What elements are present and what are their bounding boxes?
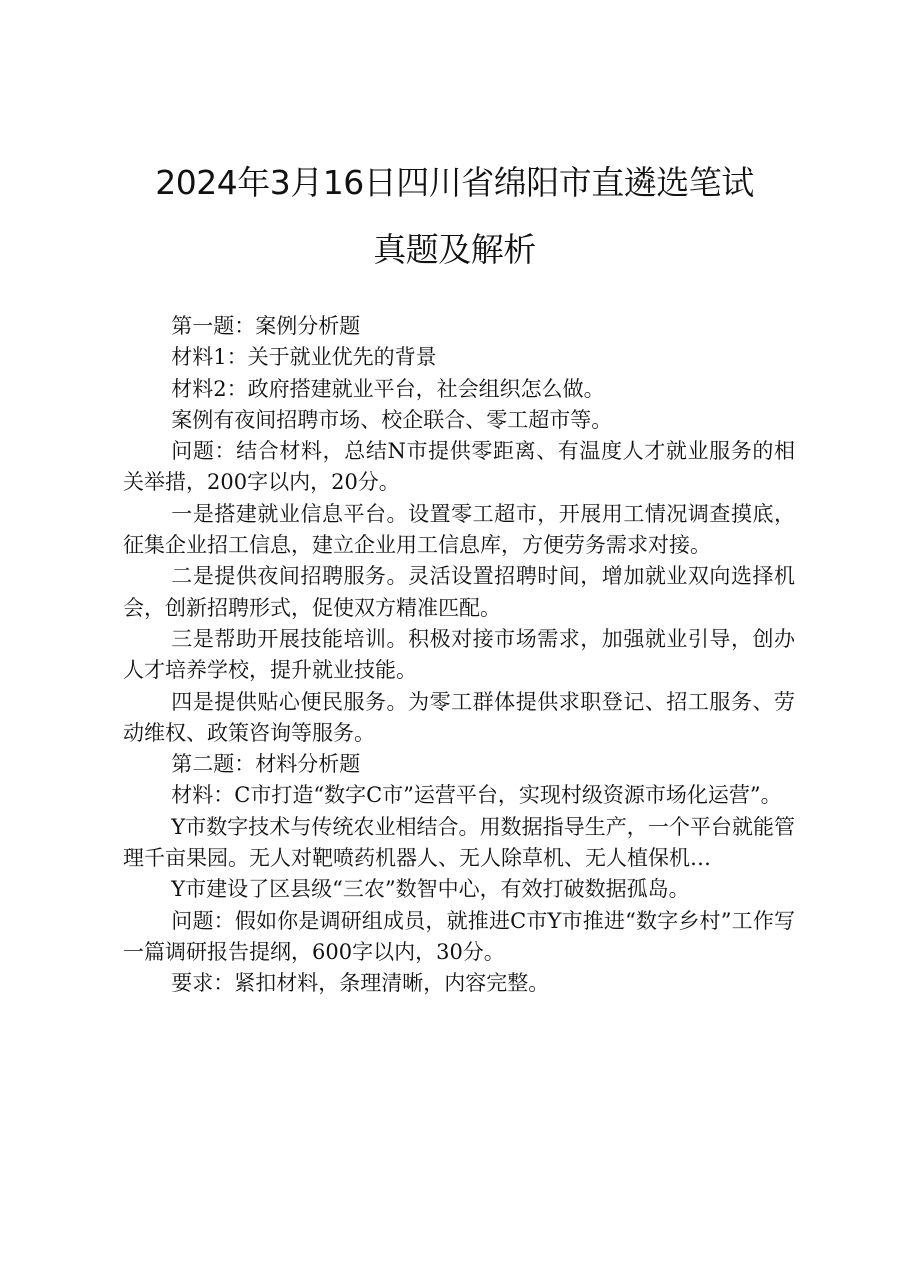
paragraph: Y市建设了区县级“三农”数智中心，有效打破数据孤岛。 (171, 877, 690, 902)
paragraph: 案例有夜间招聘市场、校企联合、零工超市等。 (171, 407, 613, 432)
paragraph: 问题：假如你是调研组成员，就推进C市Y市推进“数字乡村”工作写一篇调研报告提纲，600字以内，30分。 (123, 908, 795, 964)
paragraph: 要求：紧扣材料，条理清晰，内容完整。 (171, 971, 550, 996)
paragraph: 一是搭建就业信息平台。设置零工超市，开展用工情况调查摸底，征集企业招工信息，建立企业用工信息库，方便劳务需求对接。 (123, 501, 795, 558)
paragraph: 二是提供夜间招聘服务。灵活设置招聘时间，增加就业双向选择机会，创新招聘形式，促使双方精准匹配。 (123, 564, 795, 620)
paragraph: 三是帮助开展技能培训。积极对接市场需求，加强就业引导，创办人才培养学校，提升就业技能。 (123, 626, 795, 683)
paragraph: 材料2：政府搭建就业平台，社会组织怎么做。 (171, 376, 605, 401)
paragraph: 问题：结合材料，总结N市提供零距离、有温度人才就业服务的相关举措，200字以内，20分。 (123, 439, 795, 495)
question-2-heading: 第二题：材料分析题 (171, 752, 361, 777)
paragraph: 四是提供贴心便民服务。为零工群体提供求职登记、招工服务、劳动维权、政策咨询等服务。 (123, 689, 795, 745)
document-title-line-1: 2024年3月16日四川省绵阳市直遴选笔试 (155, 163, 754, 202)
question-1-heading: 第一题：案例分析题 (171, 314, 361, 338)
document-title-line-2: 真题及解析 (373, 230, 536, 269)
paragraph: Y市数字技术与传统农业相结合。用数据指导生产，一个平台就能管理千亩果园。无人对靶喷药机器人、无人除草机、无人植保机… (123, 814, 795, 871)
paragraph: 材料：C市打造“数字C市”运营平台，实现村级资源市场化运营”。 (171, 783, 782, 808)
document-body (123, 311, 795, 1000)
paragraph: 材料1：关于就业优先的背景 (171, 345, 437, 370)
